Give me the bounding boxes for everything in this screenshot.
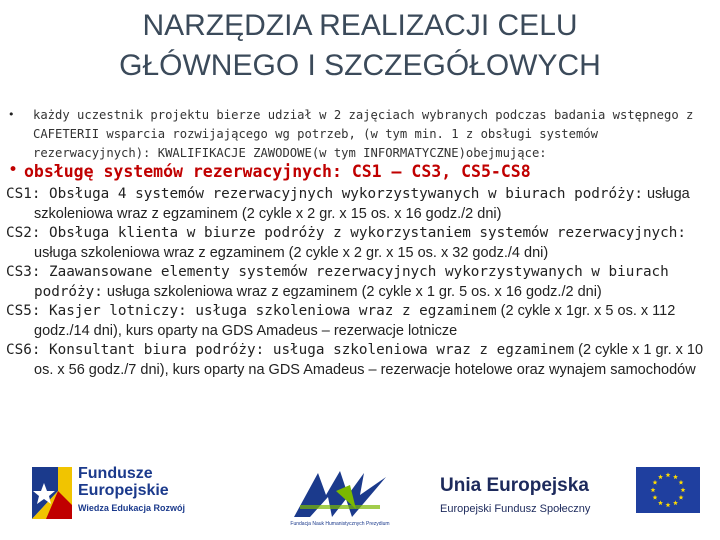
course-item-cs3 xyxy=(6,263,712,302)
course-head: CS2: Obsługa klienta w biurze podróży z wykorzystaniem systemów rezerwacyjnych: xyxy=(6,225,686,241)
eu-star-icon xyxy=(651,487,656,492)
ue-label xyxy=(440,475,590,515)
eu-star-icon xyxy=(658,474,663,479)
bullet-text-highlight: obsługę systemów rezerwacyjnych: CS1 – CS3, CS5-CS8 xyxy=(24,162,531,181)
slide-title xyxy=(0,6,720,86)
course-head: CS1: Obsługa 4 systemów rezerwacyjnych wykorzystywanych w biurach podróży: xyxy=(6,186,643,202)
eu-star-icon xyxy=(679,495,684,500)
eu-star-icon xyxy=(681,487,686,492)
eu-star-icon xyxy=(679,480,684,485)
amf-caption: Fundacja Nauk Humanistycznych Prezydium xyxy=(290,521,390,527)
fe-line-1: Fundusze xyxy=(78,465,153,482)
course-head: CS6: Konsultant biura podróży: usługa szkoleniowa wraz z egzaminem xyxy=(6,342,575,358)
amf-logo xyxy=(290,465,390,535)
course-desc: usługa szkoleniowa wraz z egzaminem (2 cykle x 2 gr. x 15 os. x 16 godz./2 dni) xyxy=(34,186,690,222)
eu-star-icon xyxy=(653,480,658,485)
ue-subtitle: Europejski Fundusz Społeczny xyxy=(440,503,591,515)
course-desc: (2 cykle x 1gr. x 5 os. x 112 godz./14 dni), kurs oparty na GDS Amadeus – rezerwacje lotnicze xyxy=(34,303,676,339)
course-item-cs5 xyxy=(6,302,712,341)
title-line-1: NARZĘDZIA REALIZACJI CELU xyxy=(142,9,578,42)
eu-star-icon xyxy=(666,472,671,477)
eu-stars-icon xyxy=(636,467,700,513)
course-item-cs2 xyxy=(6,224,712,263)
logo-bar xyxy=(0,455,720,540)
eu-flag-icon xyxy=(636,467,700,513)
bullet-text: każdy uczestnik projektu bierze udział w 2 zajęciach wybranych podczas badania wstępnego z CAFETERII wsparcia rozwijającego wg potrzeb, (w tym min. 1 z obsługi systemów rezerwacyjnych): KWALIFIKACJE ZAWODOWE(w tym INFORMATYCZNE)obejmujące: xyxy=(33,108,694,160)
bullet-reservation-systems xyxy=(8,160,713,184)
fe-subtitle: Wiedza Edukacja Rozwój xyxy=(78,503,185,513)
fe-title xyxy=(78,465,169,499)
fe-line-2: Europejskie xyxy=(78,482,169,499)
course-desc: usługa szkoleniowa wraz z egzaminem (2 cykle x 2 gr. x 15 os. x 32 godz./4 dni) xyxy=(34,244,549,261)
course-head: CS5: Kasjer lotniczy: usługa szkoleniowa wraz z egzaminem xyxy=(6,303,497,319)
course-list xyxy=(6,185,712,380)
eu-star-icon xyxy=(653,495,658,500)
eu-star-icon xyxy=(673,500,678,505)
ue-title: Unia Europejska xyxy=(440,475,589,496)
bullet-participation xyxy=(8,106,713,163)
eu-star-icon xyxy=(666,502,671,507)
course-item-cs6 xyxy=(6,341,712,380)
bullet-marker: • xyxy=(8,160,19,180)
eu-star-icon xyxy=(658,500,663,505)
fe-star-icon xyxy=(28,461,74,523)
course-item-cs1 xyxy=(6,185,712,224)
eu-star-icon xyxy=(673,474,678,479)
title-line-2: GŁÓWNEGO I SZCZEGÓŁOWYCH xyxy=(119,49,601,82)
course-desc: usługa szkoleniowa wraz z egzaminem (2 cykle x 1 gr. 5 os. x 16 godz./2 dni) xyxy=(102,283,602,300)
fundusze-europejskie-logo xyxy=(28,461,188,531)
course-desc: (2 cykle x 1 gr. x 10 os. x 56 godz./7 dni), kurs oparty na GDS Amadeus – rezerwacje hotelowe oraz wynajem samochodów xyxy=(34,342,704,378)
bullet-marker: • xyxy=(8,108,15,121)
amf-mark-icon xyxy=(290,465,390,521)
course-head: CS3: Zaawansowane elementy systemów rezerwacyjnych wykorzystywanych w biurach podróży: xyxy=(6,264,669,300)
